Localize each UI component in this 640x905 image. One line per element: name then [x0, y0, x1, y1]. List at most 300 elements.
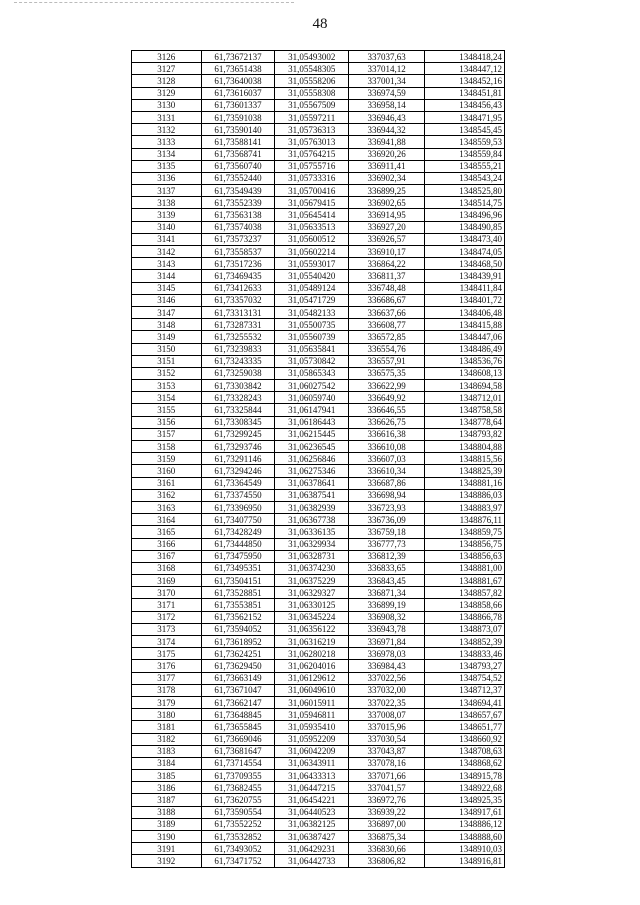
- longitude-cell: 31,06382939: [275, 501, 349, 513]
- x-coordinate-cell: 337032,00: [349, 684, 425, 696]
- coordinates-table: [131, 50, 505, 868]
- point-id-cell: 3153: [132, 380, 202, 392]
- y-coordinate-cell: 1348712,01: [424, 392, 504, 404]
- table-row: [132, 660, 505, 672]
- x-coordinate-cell: 336946,43: [349, 111, 425, 123]
- table-row: [132, 623, 505, 635]
- coordinates-table-body: [132, 51, 505, 868]
- x-coordinate-cell: 336911,41: [349, 160, 425, 172]
- y-coordinate-cell: 1348415,88: [424, 319, 504, 331]
- y-coordinate-cell: 1348401,72: [424, 294, 504, 306]
- latitude-cell: 61,73594052: [201, 623, 275, 635]
- longitude-cell: 31,05755716: [275, 160, 349, 172]
- y-coordinate-cell: 1348857,82: [424, 587, 504, 599]
- point-id-cell: 3168: [132, 562, 202, 574]
- y-coordinate-cell: 1348886,12: [424, 818, 504, 830]
- longitude-cell: 31,05946811: [275, 709, 349, 721]
- y-coordinate-cell: 1348651,77: [424, 721, 504, 733]
- longitude-cell: 31,06329934: [275, 538, 349, 550]
- x-coordinate-cell: 336646,55: [349, 404, 425, 416]
- point-id-cell: 3151: [132, 355, 202, 367]
- longitude-cell: 31,06454221: [275, 794, 349, 806]
- table-row: [132, 441, 505, 453]
- latitude-cell: 61,73407750: [201, 514, 275, 526]
- table-row: [132, 465, 505, 477]
- latitude-cell: 61,73552339: [201, 197, 275, 209]
- latitude-cell: 61,73495351: [201, 562, 275, 574]
- y-coordinate-cell: 1348545,45: [424, 124, 504, 136]
- latitude-cell: 61,73655845: [201, 721, 275, 733]
- y-coordinate-cell: 1348881,00: [424, 562, 504, 574]
- point-id-cell: 3173: [132, 623, 202, 635]
- point-id-cell: 3147: [132, 306, 202, 318]
- latitude-cell: 61,73662147: [201, 696, 275, 708]
- latitude-cell: 61,73590140: [201, 124, 275, 136]
- y-coordinate-cell: 1348525,80: [424, 185, 504, 197]
- longitude-cell: 31,05558206: [275, 75, 349, 87]
- longitude-cell: 31,05593017: [275, 258, 349, 270]
- point-id-cell: 3152: [132, 367, 202, 379]
- x-coordinate-cell: 336978,03: [349, 648, 425, 660]
- longitude-cell: 31,06442733: [275, 855, 349, 867]
- latitude-cell: 61,73328243: [201, 392, 275, 404]
- point-id-cell: 3155: [132, 404, 202, 416]
- point-id-cell: 3188: [132, 806, 202, 818]
- table-row: [132, 87, 505, 99]
- x-coordinate-cell: 336811,37: [349, 270, 425, 282]
- longitude-cell: 31,06367738: [275, 514, 349, 526]
- point-id-cell: 3181: [132, 721, 202, 733]
- table-row: [132, 806, 505, 818]
- latitude-cell: 61,73620755: [201, 794, 275, 806]
- latitude-cell: 61,73601337: [201, 99, 275, 111]
- x-coordinate-cell: 336972,76: [349, 794, 425, 806]
- x-coordinate-cell: 336899,19: [349, 599, 425, 611]
- x-coordinate-cell: 336687,86: [349, 477, 425, 489]
- x-coordinate-cell: 336698,94: [349, 489, 425, 501]
- y-coordinate-cell: 1348712,37: [424, 684, 504, 696]
- x-coordinate-cell: 336806,82: [349, 855, 425, 867]
- x-coordinate-cell: 336812,39: [349, 550, 425, 562]
- y-coordinate-cell: 1348917,61: [424, 806, 504, 818]
- table-row: [132, 514, 505, 526]
- table-row: [132, 501, 505, 513]
- y-coordinate-cell: 1348657,67: [424, 709, 504, 721]
- longitude-cell: 31,06375229: [275, 575, 349, 587]
- x-coordinate-cell: 337037,63: [349, 51, 425, 63]
- longitude-cell: 31,05679415: [275, 197, 349, 209]
- longitude-cell: 31,06328731: [275, 550, 349, 562]
- y-coordinate-cell: 1348825,39: [424, 465, 504, 477]
- table-row: [132, 636, 505, 648]
- point-id-cell: 3169: [132, 575, 202, 587]
- table-row: [132, 684, 505, 696]
- table-row: [132, 270, 505, 282]
- table-row: [132, 282, 505, 294]
- point-id-cell: 3135: [132, 160, 202, 172]
- x-coordinate-cell: 336908,32: [349, 611, 425, 623]
- point-id-cell: 3186: [132, 782, 202, 794]
- latitude-cell: 61,73299245: [201, 428, 275, 440]
- latitude-cell: 61,73709355: [201, 770, 275, 782]
- y-coordinate-cell: 1348859,75: [424, 526, 504, 538]
- table-row: [132, 355, 505, 367]
- x-coordinate-cell: 336939,22: [349, 806, 425, 818]
- latitude-cell: 61,73471752: [201, 855, 275, 867]
- point-id-cell: 3133: [132, 136, 202, 148]
- table-row: [132, 209, 505, 221]
- longitude-cell: 31,05764215: [275, 148, 349, 160]
- point-id-cell: 3190: [132, 831, 202, 843]
- longitude-cell: 31,06186443: [275, 416, 349, 428]
- point-id-cell: 3140: [132, 221, 202, 233]
- longitude-cell: 31,06215445: [275, 428, 349, 440]
- point-id-cell: 3158: [132, 441, 202, 453]
- x-coordinate-cell: 336686,67: [349, 294, 425, 306]
- table-row: [132, 392, 505, 404]
- y-coordinate-cell: 1348883,97: [424, 501, 504, 513]
- point-id-cell: 3174: [132, 636, 202, 648]
- table-row: [132, 246, 505, 258]
- table-row: [132, 197, 505, 209]
- latitude-cell: 61,73624251: [201, 648, 275, 660]
- point-id-cell: 3180: [132, 709, 202, 721]
- table-row: [132, 428, 505, 440]
- table-row: [132, 416, 505, 428]
- longitude-cell: 31,06015911: [275, 696, 349, 708]
- point-id-cell: 3161: [132, 477, 202, 489]
- latitude-cell: 61,73671047: [201, 684, 275, 696]
- y-coordinate-cell: 1348496,96: [424, 209, 504, 221]
- table-row: [132, 51, 505, 63]
- point-id-cell: 3185: [132, 770, 202, 782]
- table-row: [132, 160, 505, 172]
- longitude-cell: 31,06147941: [275, 404, 349, 416]
- table-row: [132, 124, 505, 136]
- latitude-cell: 61,73590554: [201, 806, 275, 818]
- y-coordinate-cell: 1348922,68: [424, 782, 504, 794]
- table-row: [132, 843, 505, 855]
- latitude-cell: 61,73469435: [201, 270, 275, 282]
- point-id-cell: 3171: [132, 599, 202, 611]
- table-row: [132, 319, 505, 331]
- point-id-cell: 3189: [132, 818, 202, 830]
- point-id-cell: 3177: [132, 672, 202, 684]
- y-coordinate-cell: 1348486,49: [424, 343, 504, 355]
- y-coordinate-cell: 1348452,16: [424, 75, 504, 87]
- page-number: 48: [312, 16, 328, 32]
- longitude-cell: 31,06049610: [275, 684, 349, 696]
- latitude-cell: 61,73259038: [201, 367, 275, 379]
- x-coordinate-cell: 336723,93: [349, 501, 425, 513]
- point-id-cell: 3184: [132, 757, 202, 769]
- latitude-cell: 61,73552440: [201, 172, 275, 184]
- y-coordinate-cell: 1348881,67: [424, 575, 504, 587]
- table-row: [132, 770, 505, 782]
- point-id-cell: 3146: [132, 294, 202, 306]
- latitude-cell: 61,73517236: [201, 258, 275, 270]
- latitude-cell: 61,73682455: [201, 782, 275, 794]
- x-coordinate-cell: 337043,87: [349, 745, 425, 757]
- longitude-cell: 31,06374230: [275, 562, 349, 574]
- longitude-cell: 31,06336135: [275, 526, 349, 538]
- latitude-cell: 61,73243335: [201, 355, 275, 367]
- table-row: [132, 136, 505, 148]
- point-id-cell: 3162: [132, 489, 202, 501]
- table-row: [132, 550, 505, 562]
- x-coordinate-cell: 336649,92: [349, 392, 425, 404]
- table-row: [132, 453, 505, 465]
- y-coordinate-cell: 1348804,88: [424, 441, 504, 453]
- table-row: [132, 721, 505, 733]
- point-id-cell: 3178: [132, 684, 202, 696]
- x-coordinate-cell: 336607,03: [349, 453, 425, 465]
- latitude-cell: 61,73553851: [201, 599, 275, 611]
- y-coordinate-cell: 1348881,16: [424, 477, 504, 489]
- longitude-cell: 31,06256846: [275, 453, 349, 465]
- y-coordinate-cell: 1348793,27: [424, 660, 504, 672]
- y-coordinate-cell: 1348778,64: [424, 416, 504, 428]
- x-coordinate-cell: 336777,73: [349, 538, 425, 550]
- x-coordinate-cell: 337008,07: [349, 709, 425, 721]
- latitude-cell: 61,73669046: [201, 733, 275, 745]
- x-coordinate-cell: 336608,77: [349, 319, 425, 331]
- table-row: [132, 489, 505, 501]
- longitude-cell: 31,06447215: [275, 782, 349, 794]
- point-id-cell: 3127: [132, 63, 202, 75]
- x-coordinate-cell: 336902,34: [349, 172, 425, 184]
- latitude-cell: 61,73672137: [201, 51, 275, 63]
- latitude-cell: 61,73648845: [201, 709, 275, 721]
- table-row: [132, 343, 505, 355]
- point-id-cell: 3176: [132, 660, 202, 672]
- longitude-cell: 31,06343911: [275, 757, 349, 769]
- longitude-cell: 31,05733316: [275, 172, 349, 184]
- latitude-cell: 61,73591038: [201, 111, 275, 123]
- y-coordinate-cell: 1348754,52: [424, 672, 504, 684]
- point-id-cell: 3128: [132, 75, 202, 87]
- table-row: [132, 148, 505, 160]
- y-coordinate-cell: 1348514,75: [424, 197, 504, 209]
- y-coordinate-cell: 1348694,41: [424, 696, 504, 708]
- table-row: [132, 331, 505, 343]
- x-coordinate-cell: 336943,78: [349, 623, 425, 635]
- point-id-cell: 3172: [132, 611, 202, 623]
- point-id-cell: 3136: [132, 172, 202, 184]
- longitude-cell: 31,06382125: [275, 818, 349, 830]
- y-coordinate-cell: 1348694,58: [424, 380, 504, 392]
- table-row: [132, 757, 505, 769]
- x-coordinate-cell: 336616,38: [349, 428, 425, 440]
- x-coordinate-cell: 336926,57: [349, 233, 425, 245]
- y-coordinate-cell: 1348856,63: [424, 550, 504, 562]
- longitude-cell: 31,06275346: [275, 465, 349, 477]
- table-row: [132, 855, 505, 867]
- x-coordinate-cell: 336610,34: [349, 465, 425, 477]
- latitude-cell: 61,73528851: [201, 587, 275, 599]
- table-row: [132, 75, 505, 87]
- latitude-cell: 61,73552252: [201, 818, 275, 830]
- y-coordinate-cell: 1348474,05: [424, 246, 504, 258]
- y-coordinate-cell: 1348833,46: [424, 648, 504, 660]
- table-row: [132, 599, 505, 611]
- page-top-rule: [14, 2, 294, 3]
- point-id-cell: 3150: [132, 343, 202, 355]
- longitude-cell: 31,05700416: [275, 185, 349, 197]
- point-id-cell: 3141: [132, 233, 202, 245]
- latitude-cell: 61,73616037: [201, 87, 275, 99]
- x-coordinate-cell: 336984,43: [349, 660, 425, 672]
- point-id-cell: 3160: [132, 465, 202, 477]
- x-coordinate-cell: 336572,85: [349, 331, 425, 343]
- x-coordinate-cell: 336902,65: [349, 197, 425, 209]
- point-id-cell: 3131: [132, 111, 202, 123]
- latitude-cell: 61,73313131: [201, 306, 275, 318]
- longitude-cell: 31,05763013: [275, 136, 349, 148]
- y-coordinate-cell: 1348910,03: [424, 843, 504, 855]
- table-row: [132, 185, 505, 197]
- point-id-cell: 3149: [132, 331, 202, 343]
- x-coordinate-cell: 336974,59: [349, 87, 425, 99]
- y-coordinate-cell: 1348852,39: [424, 636, 504, 648]
- x-coordinate-cell: 336910,17: [349, 246, 425, 258]
- point-id-cell: 3154: [132, 392, 202, 404]
- x-coordinate-cell: 336897,00: [349, 818, 425, 830]
- y-coordinate-cell: 1348559,84: [424, 148, 504, 160]
- latitude-cell: 61,73357032: [201, 294, 275, 306]
- x-coordinate-cell: 337022,35: [349, 696, 425, 708]
- latitude-cell: 61,73444850: [201, 538, 275, 550]
- y-coordinate-cell: 1348856,75: [424, 538, 504, 550]
- table-row: [132, 745, 505, 757]
- x-coordinate-cell: 336637,66: [349, 306, 425, 318]
- longitude-cell: 31,05952209: [275, 733, 349, 745]
- latitude-cell: 61,73475950: [201, 550, 275, 562]
- latitude-cell: 61,73308345: [201, 416, 275, 428]
- y-coordinate-cell: 1348439,91: [424, 270, 504, 282]
- latitude-cell: 61,73574038: [201, 221, 275, 233]
- latitude-cell: 61,73588141: [201, 136, 275, 148]
- y-coordinate-cell: 1348873,07: [424, 623, 504, 635]
- point-id-cell: 3130: [132, 99, 202, 111]
- x-coordinate-cell: 336971,84: [349, 636, 425, 648]
- y-coordinate-cell: 1348876,11: [424, 514, 504, 526]
- x-coordinate-cell: 336944,32: [349, 124, 425, 136]
- latitude-cell: 61,73291146: [201, 453, 275, 465]
- y-coordinate-cell: 1348925,35: [424, 794, 504, 806]
- latitude-cell: 61,73239833: [201, 343, 275, 355]
- x-coordinate-cell: 336927,20: [349, 221, 425, 233]
- longitude-cell: 31,06059740: [275, 392, 349, 404]
- latitude-cell: 61,73293746: [201, 441, 275, 453]
- table-row: [132, 733, 505, 745]
- y-coordinate-cell: 1348559,53: [424, 136, 504, 148]
- latitude-cell: 61,73303842: [201, 380, 275, 392]
- x-coordinate-cell: 336958,14: [349, 99, 425, 111]
- table-row: [132, 380, 505, 392]
- x-coordinate-cell: 336843,45: [349, 575, 425, 587]
- longitude-cell: 31,05602214: [275, 246, 349, 258]
- longitude-cell: 31,05865343: [275, 367, 349, 379]
- point-id-cell: 3182: [132, 733, 202, 745]
- longitude-cell: 31,06345224: [275, 611, 349, 623]
- x-coordinate-cell: 336554,76: [349, 343, 425, 355]
- x-coordinate-cell: 336875,34: [349, 831, 425, 843]
- longitude-cell: 31,06042209: [275, 745, 349, 757]
- point-id-cell: 3129: [132, 87, 202, 99]
- y-coordinate-cell: 1348555,21: [424, 160, 504, 172]
- longitude-cell: 31,06329327: [275, 587, 349, 599]
- x-coordinate-cell: 336871,34: [349, 587, 425, 599]
- point-id-cell: 3191: [132, 843, 202, 855]
- y-coordinate-cell: 1348708,63: [424, 745, 504, 757]
- y-coordinate-cell: 1348915,78: [424, 770, 504, 782]
- longitude-cell: 31,06316219: [275, 636, 349, 648]
- x-coordinate-cell: 336557,91: [349, 355, 425, 367]
- latitude-cell: 61,73412633: [201, 282, 275, 294]
- latitude-cell: 61,73287331: [201, 319, 275, 331]
- table-row: [132, 782, 505, 794]
- y-coordinate-cell: 1348451,81: [424, 87, 504, 99]
- latitude-cell: 61,73325844: [201, 404, 275, 416]
- point-id-cell: 3192: [132, 855, 202, 867]
- point-id-cell: 3139: [132, 209, 202, 221]
- latitude-cell: 61,73651438: [201, 63, 275, 75]
- latitude-cell: 61,73563138: [201, 209, 275, 221]
- table-row: [132, 818, 505, 830]
- y-coordinate-cell: 1348406,48: [424, 306, 504, 318]
- point-id-cell: 3134: [132, 148, 202, 160]
- longitude-cell: 31,06280218: [275, 648, 349, 660]
- y-coordinate-cell: 1348815,56: [424, 453, 504, 465]
- point-id-cell: 3167: [132, 550, 202, 562]
- point-id-cell: 3166: [132, 538, 202, 550]
- longitude-cell: 31,06236545: [275, 441, 349, 453]
- x-coordinate-cell: 337014,12: [349, 63, 425, 75]
- longitude-cell: 31,05482133: [275, 306, 349, 318]
- table-row: [132, 99, 505, 111]
- y-coordinate-cell: 1348886,03: [424, 489, 504, 501]
- point-id-cell: 3126: [132, 51, 202, 63]
- y-coordinate-cell: 1348888,60: [424, 831, 504, 843]
- longitude-cell: 31,06027542: [275, 380, 349, 392]
- longitude-cell: 31,05597211: [275, 111, 349, 123]
- y-coordinate-cell: 1348793,82: [424, 428, 504, 440]
- table-row: [132, 111, 505, 123]
- point-id-cell: 3163: [132, 501, 202, 513]
- x-coordinate-cell: 337041,57: [349, 782, 425, 794]
- longitude-cell: 31,05633513: [275, 221, 349, 233]
- point-id-cell: 3170: [132, 587, 202, 599]
- latitude-cell: 61,73681647: [201, 745, 275, 757]
- table-row: [132, 367, 505, 379]
- point-id-cell: 3148: [132, 319, 202, 331]
- longitude-cell: 31,05489124: [275, 282, 349, 294]
- latitude-cell: 61,73532852: [201, 831, 275, 843]
- x-coordinate-cell: 337071,66: [349, 770, 425, 782]
- longitude-cell: 31,05560739: [275, 331, 349, 343]
- longitude-cell: 31,05548305: [275, 63, 349, 75]
- y-coordinate-cell: 1348468,50: [424, 258, 504, 270]
- longitude-cell: 31,06356122: [275, 623, 349, 635]
- point-id-cell: 3175: [132, 648, 202, 660]
- point-id-cell: 3159: [132, 453, 202, 465]
- x-coordinate-cell: 337015,96: [349, 721, 425, 733]
- x-coordinate-cell: 336575,35: [349, 367, 425, 379]
- latitude-cell: 61,73618952: [201, 636, 275, 648]
- table-row: [132, 587, 505, 599]
- table-row: [132, 575, 505, 587]
